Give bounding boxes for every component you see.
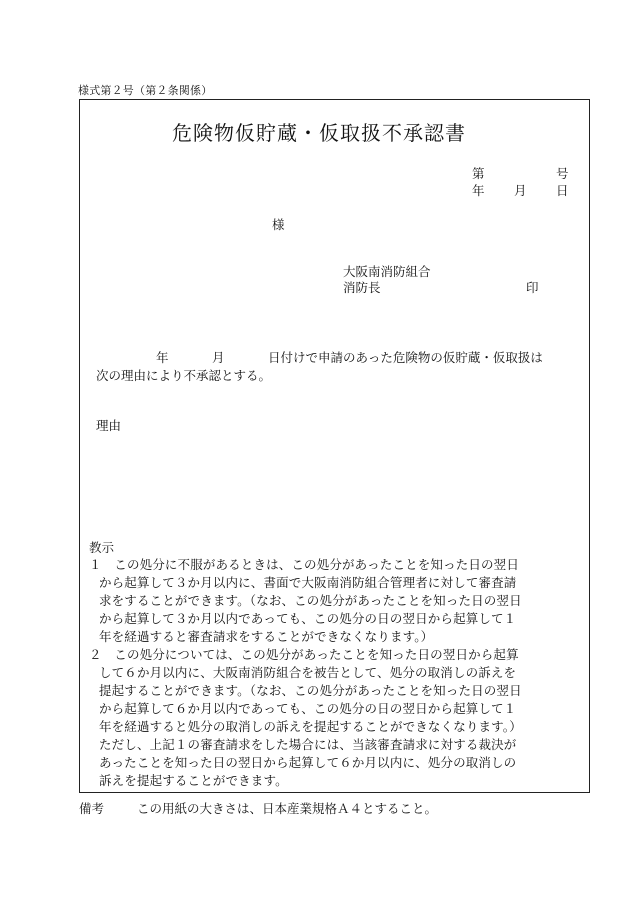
notice-line: あったことを知った日の翌日から起算して６か月以内に、処分の取消しの [99,755,517,770]
number-suffix: 号 [556,166,569,181]
number-prefix: 第 [472,166,485,181]
remarks-text: この用紙の大きさは、日本産業規格Ａ４とすること。 [137,801,438,816]
notice-line: ２ この処分については、この処分があったことを知った日の翌日から起算 [89,647,519,662]
issuer-organization: 大阪南消防組合 [343,264,431,279]
notice-line: から起算して３か月以内であっても、この処分の日の翌日から起算して１ [99,611,517,626]
seal-mark: 印 [526,280,539,295]
body-month-label: 月 [212,350,225,365]
date-day-label: 日 [556,183,569,198]
notice-line: 提起することができます。（なお、この処分があったことを知った日の翌日 [99,683,522,698]
date-year-label: 年 [472,183,485,198]
notice-line: して６か月以内に、大阪南消防組合を被告として、処分の取消しの訴えを [99,665,517,680]
reason-label: 理由 [96,418,122,433]
remarks-label: 備考 [79,801,105,816]
notice-line: １ この処分に不服があるときは、この処分があったことを知った日の翌日 [89,557,519,572]
notice-line: から起算して６か月以内であっても、この処分の日の翌日から起算して１ [99,701,517,716]
notice-line: から起算して３か月以内に、書面で大阪南消防組合管理者に対して審査請 [99,575,517,590]
issuer-title: 消防長 [343,280,381,295]
notice-heading: 教示 [89,540,115,555]
body-year-label: 年 [156,350,169,365]
notice-line: 訴えを提起することができます。 [99,773,288,788]
notice-line: 年を経過すると審査請求をすることができなくなります。） [99,629,434,644]
body-statement-line2: 次の理由により不承認とする。 [96,368,272,383]
notice-line: 年を経過すると処分の取消しの訴えを提起することができなくなります。） [99,719,522,734]
document-title: 危険物仮貯蔵・仮取扱不承認書 [172,121,466,145]
body-statement-line1: 日付けで申請のあった危険物の仮貯蔵・仮取扱は [268,350,543,365]
addressee-honorific: 様 [272,217,285,232]
notice-line: ただし、上記１の審査請求をした場合には、当該審査請求に対する裁決が [99,737,517,752]
notice-line: 求をすることができます。（なお、この処分があったことを知った日の翌日 [99,593,522,608]
date-month-label: 月 [514,183,527,198]
form-number-label: 様式第２号（第２条関係） [78,84,213,97]
